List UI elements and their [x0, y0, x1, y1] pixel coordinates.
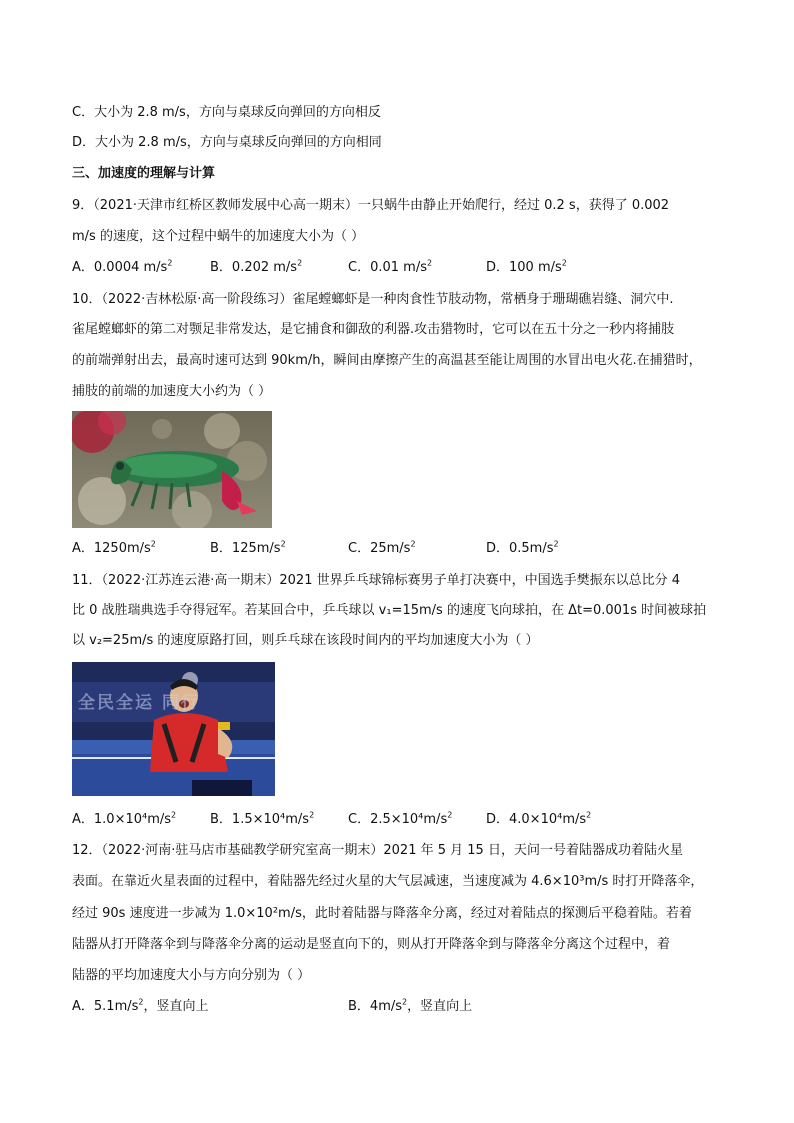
- q11-option-a: A．$1.0\times 10^4m/s^2$: [72, 810, 177, 827]
- q11-option-d: D．$4.0\times 10^4m/s^2$: [486, 810, 592, 827]
- q9-stem-line2: m/s 的速度，这个过程中蜗牛的加速度大小为（ ）: [72, 229, 365, 244]
- q9-option-b: B．0.202 $m/s^2$: [210, 258, 303, 275]
- q11-option-b: B．$1.5\times 10^4m/s^2$: [210, 810, 315, 827]
- q12-stem-line2: 表面。在靠近火星表面的过程中，着陆器先经过火星的大气层减速，当速度减为 4.6×10³m/s 时打开降落伞，: [72, 874, 704, 889]
- q10-option-a: A．$1250m/s^2$: [72, 539, 156, 556]
- q9-stem-line1: 9．（2021·天津市红桥区教师发展中心高一期末）一只蜗牛由静止开始爬行，经过 0.2 s，获得了 0.002: [72, 198, 670, 213]
- q12-stem-line1: 12．（2022·河南·驻马店市基础教学研究室高一期末）2021 年 5 月 15 日，天问一号着陆器成功着陆火星: [72, 843, 683, 858]
- q10-stem-line3: 的前端弹射出去，最高时速可达到 90km/h，瞬间由摩擦产生的高温甚至能让周围的水冒出电火花.在捕猎时，: [72, 353, 702, 368]
- table-tennis-player-image: [72, 662, 275, 796]
- q11-option-c: C．$2.5\times 10^4m/s^2$: [348, 810, 453, 827]
- q9-option-a: A．0.0004 $m/s^2$: [72, 258, 173, 275]
- q10-stem-line2: 雀尾螳螂虾的第二对颚足非常发达，是它捕食和御敌的利器.攻击猎物时，它可以在五十分之一秒内将捕肢: [72, 322, 675, 337]
- q11-stem-line2: 比 0 战胜瑞典选手夺得冠军。若某回合中，乒乓球以 v₁=15m/s 的速度飞向球拍，在 Δt=0.001s 时间被球拍: [72, 603, 707, 618]
- q12-stem-line5: 陆器的平均加速度大小与方向分别为（ ）: [72, 968, 311, 983]
- q10-option-b: B．$125m/s^2$: [210, 539, 286, 556]
- q12-option-a: A．$5.1m/s^2$，竖直向上: [72, 997, 209, 1014]
- q12-option-b: B．$4m/s^2$，竖直向上: [348, 997, 473, 1014]
- q10-stem-line4: 捕肢的前端的加速度大小约为（ ）: [72, 384, 272, 399]
- q9-option-c: C．0.01 $m/s^2$: [348, 258, 433, 275]
- option-c-text: C．大小为 2.8 m/s，方向与桌球反向弹回的方向相反: [72, 105, 381, 120]
- q12-stem-line3: 经过 90s 速度进一步减为 1.0×10²m/s，此时着陆器与降落伞分离，经过对着陆点的探测后平稳着陆。若着: [72, 906, 692, 921]
- mantis-shrimp-image: [72, 411, 272, 528]
- q9-option-d: D．100 $m/s^2$: [486, 258, 567, 275]
- q10-stem-line1: 10．（2022·吉林松原·高一阶段练习）雀尾螳螂虾是一种肉食性节肢动物，常栖身于珊瑚礁岩缝、洞穴中.: [72, 292, 674, 307]
- q10-option-c: C．$25m/s^2$: [348, 539, 416, 556]
- banner-text: 全民全运 同行: [78, 693, 200, 713]
- option-d-text: D．大小为 2.8 m/s，方向与桌球反向弹回的方向相同: [72, 135, 382, 150]
- q10-option-d: D．$0.5m/s^2$: [486, 539, 559, 556]
- q11-stem-line3: 以 v₂=25m/s 的速度原路打回，则乒乓球在该段时间内的平均加速度大小为（ ）: [72, 633, 539, 648]
- q12-stem-line4: 陆器从打开降落伞到与降落伞分离的运动是竖直向下的，则从打开降落伞到与降落伞分离这个过程中，着: [72, 937, 671, 952]
- section-heading: 三、加速度的理解与计算: [72, 166, 216, 181]
- q11-stem-line1: 11．（2022·江苏连云港·高一期末）2021 世界乒乓球锦标赛男子单打决赛中，中国选手樊振东以总比分 4: [72, 573, 681, 588]
